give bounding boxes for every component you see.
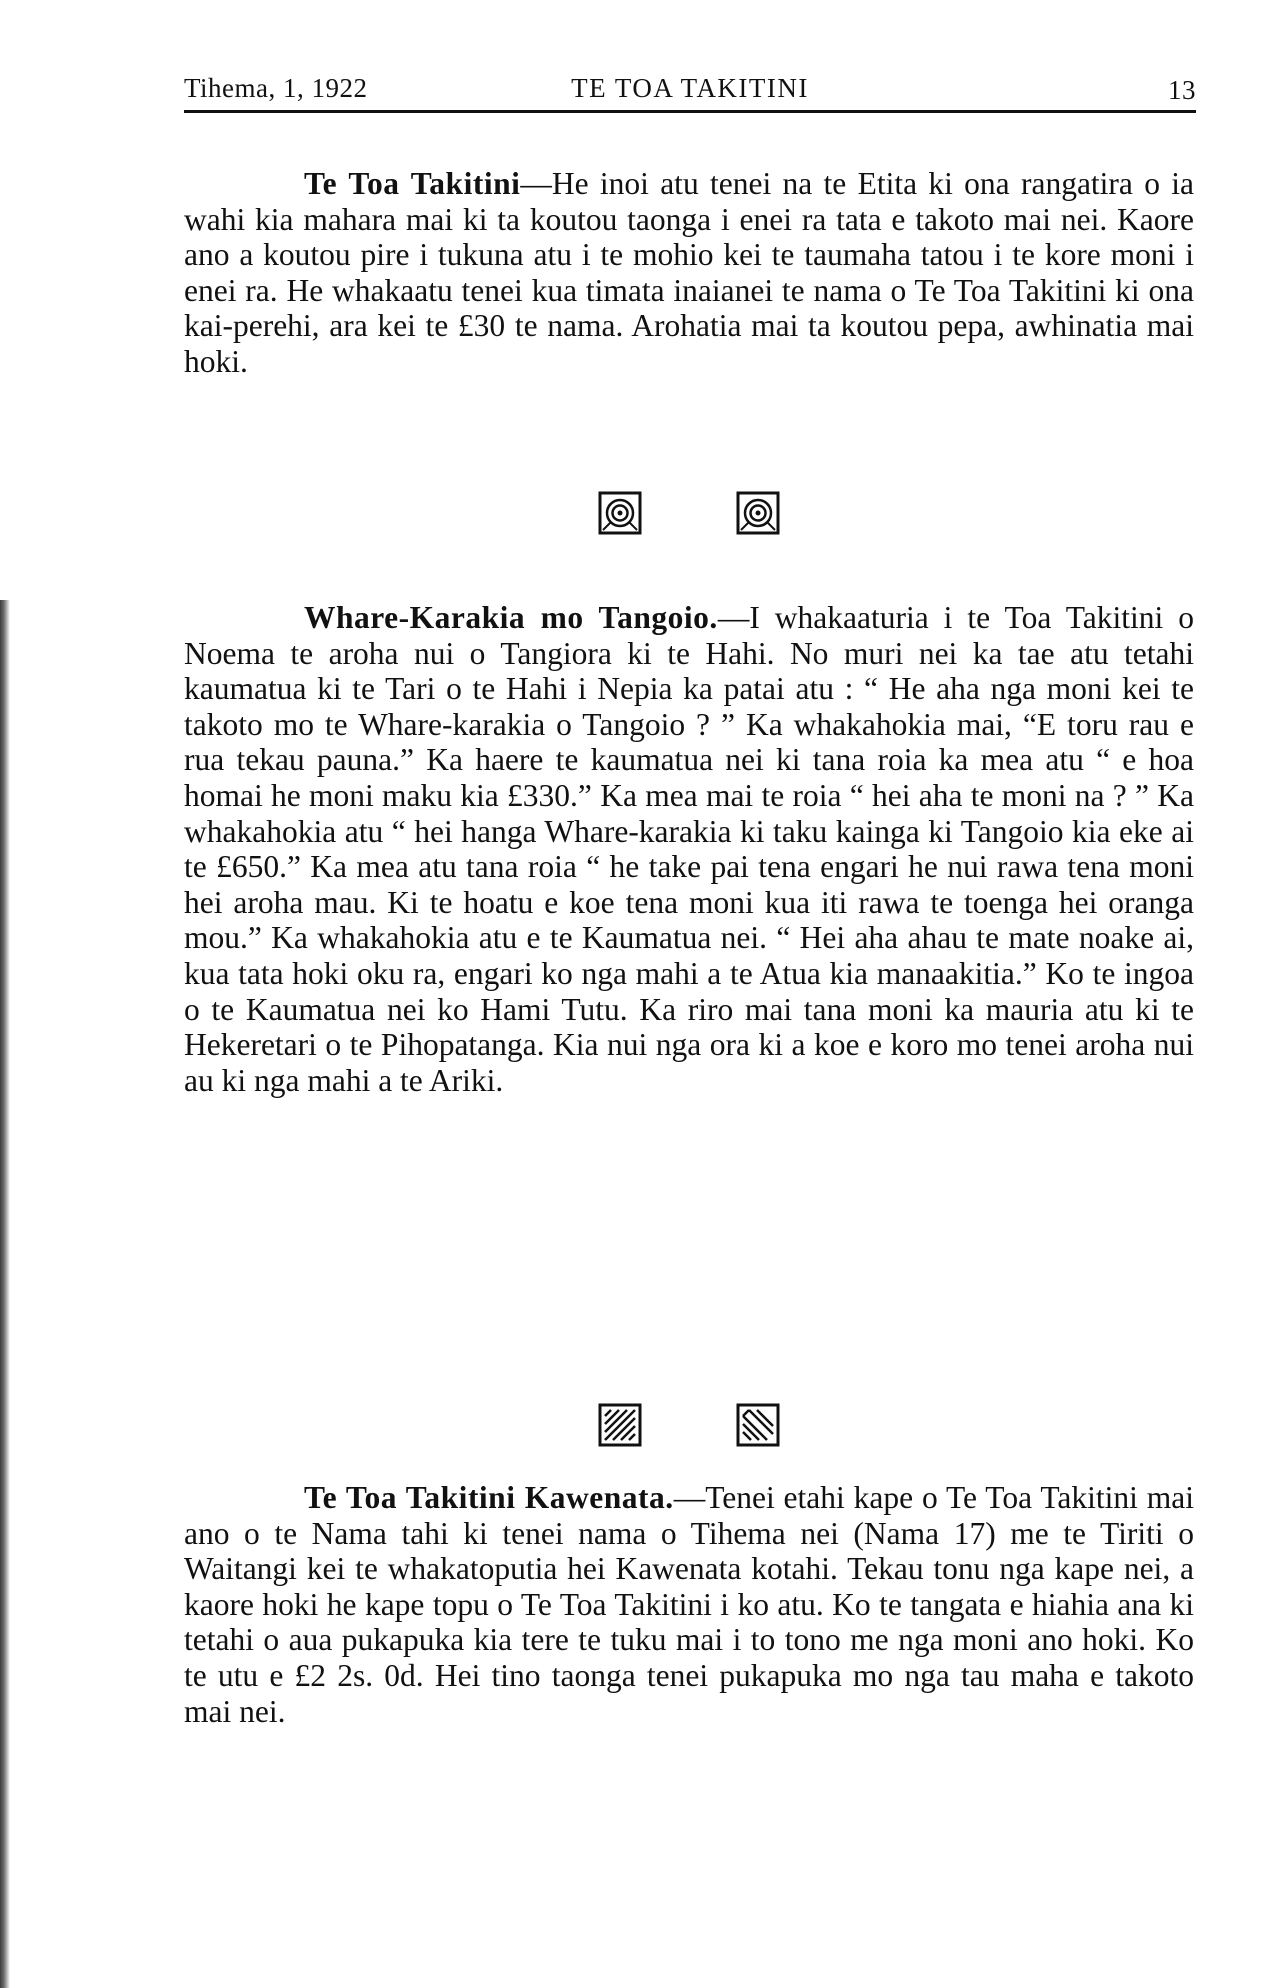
article-body: —I whakaaturia i te Toa Takitini o Noema te aroha nui o Tangiora ki te Hahi. No muri nei ka tae atu tetahi kaumatua ki te Tari o te Hahi i Nepia ka patai atu : “ He aha nga moni kei te takoto mo te Whare-karakia o Tangoio ? ” Ka whakahokia mai, “E toru rau e rua tekau pauna.” Ka haere te kaumatua nei ki tana roia ka mea atu “ e hoa homai he moni maku kia £330.” Ka mea mai te roia “ hei aha te moni na ? ” Ka whakahokia atu “ hei hanga Whare-karakia ki taku kainga ki Tangoio kia eke ai te £650.” Ka mea atu tana roia “ he take pai tena engari he nui rawa tena moni hei aroha mau. Ki te hoatu e koe tena moni kua iti rawa te toenga hei oranga mou.” Ka whakahokia atu e te Kaumatua nei. “ Hei aha ahau te mate noake ai, kua tata hoki oku ra, engari ko nga mahi a te Atua kia manaakitia.” Ko te ingoa o te Kaumatua nei ko Hami Tutu. Ka riro mai tana moni ka mauria atu ki te Hekeretari o te Pihopatanga. Kia nui nga ora ki a koe e koro mo tenei aroha nui au ki nga mahi a te Ariki. bbox=[184, 600, 1195, 1098]
article-body: —He inoi atu tenei na te Etita ki ona rangatira o ia wahi kia mahara mai ki ta koutou taonga i enei ra tata e takoto mai nei. Kaore ano a koutou pire i tukuna atu i te mohio kei te taumaha tatou i te kore moni i enei ra. He whakaatu tenei kua timata inaianei te nama o Te Toa Takitini ki ona kai-perehi, ara kei te £30 te nama. Arohatia mai ta koutou pepa, awhinatia mai hoki. bbox=[184, 166, 1194, 379]
scan-edge-shadow bbox=[0, 600, 10, 1988]
article-heading: Te Toa Takitini Kawenata. bbox=[304, 1480, 674, 1515]
section-divider bbox=[184, 1402, 1194, 1448]
running-header bbox=[184, 70, 1196, 113]
page-number: 13 bbox=[1168, 75, 1196, 105]
publication-title: TE TOA TAKITINI bbox=[571, 73, 809, 103]
article-heading: Whare-Karakia mo Tangoio. bbox=[304, 600, 718, 635]
article-editor-appeal bbox=[184, 166, 1194, 380]
article-covenant-edition bbox=[184, 1480, 1194, 1729]
diagonal-ornament-icon bbox=[597, 1402, 643, 1448]
section-divider bbox=[184, 490, 1194, 536]
article-tangoio-church bbox=[184, 600, 1194, 1098]
spiral-ornament-icon bbox=[735, 490, 781, 536]
article-heading: Te Toa Takitini bbox=[304, 166, 521, 201]
article-body: —Tenei etahi kape o Te Toa Takitini mai ano o te Nama tahi ki tenei nama o Tihema nei (Nama 17) me te Tiriti o Waitangi kei te whakatoputia hei Kawenata kotahi. Tekau tonu nga kape nei, a kaore hoki he kape topu o Te Toa Takitini i ko atu. Ko te tangata e hiahia ana ki tetahi o aua pukapuka kia tere te tuku mai i to tono me nga moni ano hoki. Ko te utu e £2 2s. 0d. Hei tino taonga tenei pukapuka mo nga tau maha e takoto mai nei. bbox=[184, 1480, 1194, 1729]
diagonal-ornament-icon bbox=[735, 1402, 781, 1448]
spiral-ornament-icon bbox=[597, 490, 643, 536]
magazine-page bbox=[184, 70, 1196, 1729]
issue-date: Tihema, 1, 1922 bbox=[184, 73, 368, 103]
